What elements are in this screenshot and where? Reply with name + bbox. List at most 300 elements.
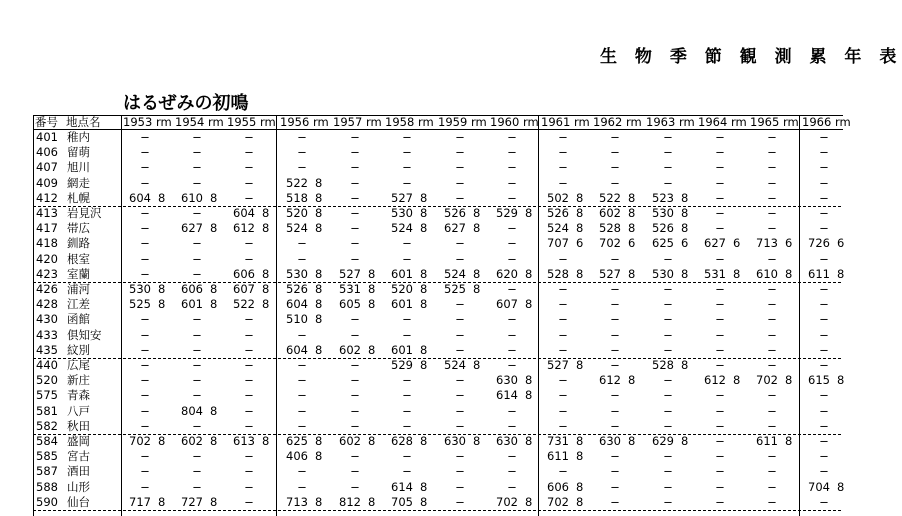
cell-value: − — [140, 464, 150, 479]
cell-value: − — [455, 342, 465, 357]
cell-value: − — [767, 145, 777, 160]
row-number: 590 — [36, 494, 58, 509]
cell-rm: 8 — [315, 342, 323, 357]
station-name: 新庄 — [67, 373, 90, 388]
cell-value: − — [663, 160, 673, 175]
cell-rm: 8 — [785, 434, 793, 448]
cell-value: − — [507, 312, 517, 327]
cell-value: − — [350, 418, 360, 433]
cell-value: − — [507, 403, 517, 418]
cell-value: − — [715, 479, 725, 494]
cell-value: − — [297, 160, 307, 175]
cell-value: − — [663, 403, 673, 418]
cell-value: − — [350, 464, 360, 479]
cell-value: − — [402, 236, 412, 251]
cell-value: 601 — [391, 342, 413, 357]
cell-value: − — [767, 175, 777, 190]
cell-rm: 8 — [628, 206, 636, 220]
cell-value: 610 — [756, 266, 778, 281]
cell-value: 614 — [496, 388, 518, 403]
cell-rm: 8 — [473, 358, 481, 372]
cell-value: − — [767, 388, 777, 403]
cell-value: − — [819, 206, 829, 220]
cell-value: − — [558, 282, 568, 296]
cell-value: − — [507, 449, 517, 464]
cell-value: − — [715, 327, 725, 342]
cell-value: − — [350, 373, 360, 388]
cell-value: 523 — [652, 190, 674, 205]
cell-value: 611 — [808, 266, 830, 281]
cell-rm: 8 — [681, 206, 689, 220]
cell-rm: 8 — [525, 206, 533, 220]
cell-rm: 8 — [473, 206, 481, 220]
row-number: 588 — [36, 479, 58, 494]
row-number: 401 — [36, 130, 58, 144]
header-year: 1954 — [175, 115, 205, 129]
cell-value: − — [767, 190, 777, 205]
cell-rm: 8 — [262, 434, 270, 448]
cell-rm: 8 — [262, 282, 270, 296]
cell-value: − — [558, 464, 568, 479]
cell-value: − — [192, 418, 202, 433]
cell-rm: 8 — [576, 266, 584, 281]
cell-value: − — [507, 251, 517, 266]
header-rm: rm — [208, 115, 224, 129]
cell-value: − — [140, 175, 150, 190]
row-number: 418 — [36, 236, 58, 251]
cell-value: − — [558, 388, 568, 403]
cell-rm: 8 — [628, 221, 636, 236]
cell-value: − — [350, 312, 360, 327]
cell-rm: 6 — [576, 236, 584, 251]
station-name: 倶知安 — [67, 327, 102, 342]
cell-value: − — [715, 403, 725, 418]
row-number: 428 — [36, 297, 58, 312]
cell-value: − — [192, 464, 202, 479]
cell-value: 524 — [444, 266, 466, 281]
cell-value: − — [715, 175, 725, 190]
cell-rm: 8 — [733, 266, 741, 281]
cell-value: − — [507, 464, 517, 479]
cell-value: − — [455, 403, 465, 418]
cell-value: − — [558, 297, 568, 312]
cell-rm: 8 — [576, 221, 584, 236]
cell-value: 530 — [129, 282, 151, 296]
cell-value: − — [715, 494, 725, 509]
header-rm: rm — [471, 115, 487, 129]
cell-value: 704 — [808, 479, 830, 494]
cell-rm: 8 — [158, 190, 166, 205]
cell-value: − — [402, 175, 412, 190]
cell-value: − — [192, 206, 202, 220]
cell-rm: 8 — [210, 190, 218, 205]
cell-value: − — [244, 464, 254, 479]
cell-value: − — [819, 434, 829, 448]
station-name: 網走 — [67, 175, 90, 190]
header-year: 1953 — [123, 115, 153, 129]
cell-value: − — [715, 160, 725, 175]
cell-value: − — [819, 221, 829, 236]
station-name: 根室 — [67, 251, 90, 266]
cell-value: − — [767, 418, 777, 433]
cell-value: 702 — [129, 434, 151, 448]
cell-value: − — [715, 464, 725, 479]
cell-rm: 6 — [628, 236, 636, 251]
cell-value: 702 — [599, 236, 621, 251]
cell-value: − — [350, 190, 360, 205]
cell-value: 607 — [496, 297, 518, 312]
cell-value: − — [140, 236, 150, 251]
cell-rm: 8 — [628, 434, 636, 448]
cell-value: 602 — [599, 206, 621, 220]
row-number: 433 — [36, 327, 58, 342]
cell-value: 524 — [286, 221, 308, 236]
cell-value: 502 — [547, 190, 569, 205]
row-number: 406 — [36, 145, 58, 160]
cell-value: − — [140, 388, 150, 403]
cell-value: 702 — [547, 494, 569, 509]
cell-value: − — [402, 449, 412, 464]
cell-value: − — [140, 312, 150, 327]
cell-value: − — [558, 373, 568, 388]
cell-value: 531 — [339, 282, 361, 296]
cell-value: − — [558, 327, 568, 342]
cell-rm: 8 — [262, 266, 270, 281]
cell-value: − — [192, 358, 202, 372]
cell-value: 611 — [756, 434, 778, 448]
header-rm: rm — [835, 115, 851, 129]
cell-rm: 8 — [420, 434, 428, 448]
row-number: 587 — [36, 464, 58, 479]
cell-rm: 8 — [210, 403, 218, 418]
cell-value: − — [350, 206, 360, 220]
cell-value: − — [244, 358, 254, 372]
cell-value: − — [140, 403, 150, 418]
row-number: 575 — [36, 388, 58, 403]
cell-value: 528 — [599, 221, 621, 236]
cell-value: − — [558, 130, 568, 144]
cell-value: − — [140, 160, 150, 175]
cell-value: − — [455, 388, 465, 403]
station-name: 留萌 — [67, 145, 90, 160]
cell-value: − — [507, 479, 517, 494]
cell-rm: 8 — [576, 449, 584, 464]
cell-value: − — [558, 175, 568, 190]
cell-value: 630 — [599, 434, 621, 448]
cell-value: 605 — [339, 297, 361, 312]
cell-value: − — [663, 479, 673, 494]
cell-value: − — [350, 175, 360, 190]
station-name: 旭川 — [67, 160, 90, 175]
cell-value: − — [507, 221, 517, 236]
cell-value: − — [402, 388, 412, 403]
cell-value: − — [610, 418, 620, 433]
cell-value: 406 — [286, 449, 308, 464]
cell-value: − — [610, 145, 620, 160]
cell-value: − — [507, 190, 517, 205]
cell-value: − — [297, 479, 307, 494]
cell-value: − — [767, 342, 777, 357]
header-year: 1963 — [646, 115, 676, 129]
cell-rm: 8 — [368, 434, 376, 448]
cell-rm: 8 — [315, 266, 323, 281]
cell-rm: 8 — [576, 479, 584, 494]
cell-value: − — [715, 388, 725, 403]
cell-rm: 8 — [315, 434, 323, 448]
row-number: 413 — [36, 206, 58, 220]
cell-value: − — [819, 342, 829, 357]
cell-value: − — [610, 282, 620, 296]
cell-value: 726 — [808, 236, 830, 251]
row-number: 426 — [36, 282, 58, 296]
station-name: 室蘭 — [67, 266, 90, 281]
cell-value: − — [610, 130, 620, 144]
cell-value: − — [715, 342, 725, 357]
cell-value: − — [350, 251, 360, 266]
cell-value: − — [244, 145, 254, 160]
cell-value: 602 — [339, 342, 361, 357]
cell-rm: 8 — [525, 494, 533, 509]
cell-value: − — [140, 449, 150, 464]
cell-value: − — [402, 312, 412, 327]
cell-value: − — [297, 145, 307, 160]
cell-value: − — [350, 236, 360, 251]
station-name: 青森 — [67, 388, 90, 403]
cell-value: − — [819, 403, 829, 418]
cell-rm: 8 — [525, 388, 533, 403]
cell-value: 601 — [391, 297, 413, 312]
cell-rm: 8 — [576, 434, 584, 448]
cell-value: 630 — [496, 373, 518, 388]
cell-value: − — [610, 494, 620, 509]
cell-value: 629 — [652, 434, 674, 448]
cell-value: 510 — [286, 312, 308, 327]
cell-rm: 6 — [785, 236, 793, 251]
cell-value: − — [140, 251, 150, 266]
cell-value: − — [455, 464, 465, 479]
cell-value: 607 — [233, 282, 255, 296]
cell-rm: 8 — [837, 373, 845, 388]
cell-value: − — [819, 251, 829, 266]
cell-value: 522 — [233, 297, 255, 312]
cell-rm: 8 — [576, 494, 584, 509]
cell-value: − — [767, 282, 777, 296]
cell-value: − — [715, 251, 725, 266]
cell-value: − — [767, 297, 777, 312]
cell-value: − — [350, 449, 360, 464]
header-station: 地点名 — [66, 115, 101, 129]
cell-value: 524 — [444, 358, 466, 372]
cell-value: − — [297, 236, 307, 251]
cell-value: − — [610, 160, 620, 175]
cell-value: 705 — [391, 494, 413, 509]
document-title: 生 物 季 節 観 測 累 年 表 — [600, 47, 902, 67]
cell-value: − — [610, 251, 620, 266]
header-rm: rm — [523, 115, 539, 129]
cell-value: 529 — [496, 206, 518, 220]
header-year: 1957 — [333, 115, 363, 129]
cell-value: − — [663, 327, 673, 342]
station-name: 秋田 — [67, 418, 90, 433]
cell-value: − — [663, 449, 673, 464]
cell-value: − — [819, 282, 829, 296]
cell-value: − — [819, 297, 829, 312]
cell-value: 522 — [599, 190, 621, 205]
cell-value: − — [140, 130, 150, 144]
cell-rm: 8 — [785, 373, 793, 388]
station-name: 釧路 — [67, 236, 90, 251]
cell-value: − — [455, 236, 465, 251]
cell-value: 707 — [547, 236, 569, 251]
cell-value: − — [507, 358, 517, 372]
cell-value: 702 — [496, 494, 518, 509]
cell-value: − — [244, 418, 254, 433]
cell-value: − — [507, 282, 517, 296]
station-name: 紋別 — [67, 342, 90, 357]
cell-value: − — [663, 312, 673, 327]
cell-value: − — [455, 479, 465, 494]
cell-value: − — [715, 221, 725, 236]
cell-value: − — [715, 358, 725, 372]
header-year: 1966 — [802, 115, 832, 129]
cell-rm: 8 — [576, 206, 584, 220]
cell-value: − — [455, 327, 465, 342]
cell-value: − — [402, 418, 412, 433]
cell-value: − — [610, 175, 620, 190]
cell-rm: 8 — [420, 266, 428, 281]
cell-value: − — [663, 251, 673, 266]
cell-value: 615 — [808, 373, 830, 388]
cell-value: − — [455, 160, 465, 175]
cell-value: − — [244, 160, 254, 175]
cell-value: − — [455, 145, 465, 160]
cell-value: − — [610, 479, 620, 494]
cell-rm: 8 — [420, 358, 428, 372]
cell-value: − — [610, 312, 620, 327]
cell-rm: 8 — [262, 297, 270, 312]
cell-value: − — [610, 449, 620, 464]
cell-value: − — [244, 449, 254, 464]
cell-rm: 8 — [420, 342, 428, 357]
cell-value: − — [819, 327, 829, 342]
cell-value: 601 — [391, 266, 413, 281]
cell-value: − — [663, 494, 673, 509]
cell-value: − — [244, 312, 254, 327]
cell-value: − — [455, 494, 465, 509]
cell-value: 602 — [339, 434, 361, 448]
cell-rm: 8 — [368, 282, 376, 296]
cell-value: 604 — [129, 190, 151, 205]
cell-value: − — [455, 190, 465, 205]
cell-value: − — [767, 358, 777, 372]
cell-rm: 8 — [837, 266, 845, 281]
header-rm: rm — [679, 115, 695, 129]
cell-value: − — [402, 464, 412, 479]
cell-value: − — [663, 130, 673, 144]
cell-value: − — [350, 130, 360, 144]
cell-rm: 8 — [733, 373, 741, 388]
cell-value: 604 — [286, 297, 308, 312]
cell-value: − — [455, 449, 465, 464]
cell-value: − — [244, 251, 254, 266]
cell-rm: 8 — [368, 342, 376, 357]
cell-value: − — [610, 342, 620, 357]
row-number: 520 — [36, 373, 58, 388]
cell-value: 529 — [391, 358, 413, 372]
station-name: 岩見沢 — [67, 206, 102, 220]
cell-value: − — [819, 464, 829, 479]
cell-value: − — [140, 342, 150, 357]
row-number: 423 — [36, 266, 58, 281]
cell-value: − — [819, 312, 829, 327]
cell-value: − — [140, 479, 150, 494]
cell-value: 713 — [286, 494, 308, 509]
cell-value: 522 — [286, 175, 308, 190]
cell-value: − — [192, 145, 202, 160]
cell-rm: 8 — [525, 297, 533, 312]
header-year: 1960 — [490, 115, 520, 129]
cell-value: 627 — [704, 236, 726, 251]
cell-rm: 6 — [837, 236, 845, 251]
cell-value: − — [819, 494, 829, 509]
cell-value: 625 — [286, 434, 308, 448]
cell-value: − — [192, 449, 202, 464]
cell-value: 530 — [391, 206, 413, 220]
cell-rm: 8 — [315, 221, 323, 236]
cell-value: 601 — [181, 297, 203, 312]
cell-value: − — [767, 479, 777, 494]
cell-value: − — [244, 342, 254, 357]
station-name: 仙台 — [67, 494, 90, 509]
cell-rm: 8 — [368, 266, 376, 281]
row-number: 584 — [36, 434, 58, 448]
cell-value: − — [350, 160, 360, 175]
cell-rm: 8 — [525, 434, 533, 448]
cell-value: 518 — [286, 190, 308, 205]
cell-rm: 8 — [681, 434, 689, 448]
cell-rm: 8 — [681, 221, 689, 236]
station-name: 広尾 — [67, 358, 90, 372]
cell-value: − — [663, 342, 673, 357]
cell-value: − — [767, 403, 777, 418]
cell-value: 812 — [339, 494, 361, 509]
cell-value: − — [402, 130, 412, 144]
cell-rm: 8 — [210, 434, 218, 448]
cell-value: − — [244, 175, 254, 190]
cell-value: 528 — [547, 266, 569, 281]
cell-value: − — [507, 145, 517, 160]
cell-value: − — [140, 373, 150, 388]
cell-value: 612 — [704, 373, 726, 388]
cell-value: 602 — [181, 434, 203, 448]
cell-value: − — [767, 312, 777, 327]
cell-value: − — [507, 236, 517, 251]
cell-value: − — [455, 175, 465, 190]
cell-value: − — [244, 494, 254, 509]
cell-value: − — [558, 342, 568, 357]
cell-value: − — [402, 160, 412, 175]
cell-value: − — [715, 449, 725, 464]
cell-value: − — [507, 418, 517, 433]
cell-value: − — [663, 282, 673, 296]
cell-value: − — [244, 479, 254, 494]
station-name: 稚内 — [67, 130, 90, 144]
cell-value: − — [819, 388, 829, 403]
cell-value: − — [244, 327, 254, 342]
cell-value: − — [297, 464, 307, 479]
cell-value: 611 — [547, 449, 569, 464]
cell-rm: 6 — [681, 236, 689, 251]
